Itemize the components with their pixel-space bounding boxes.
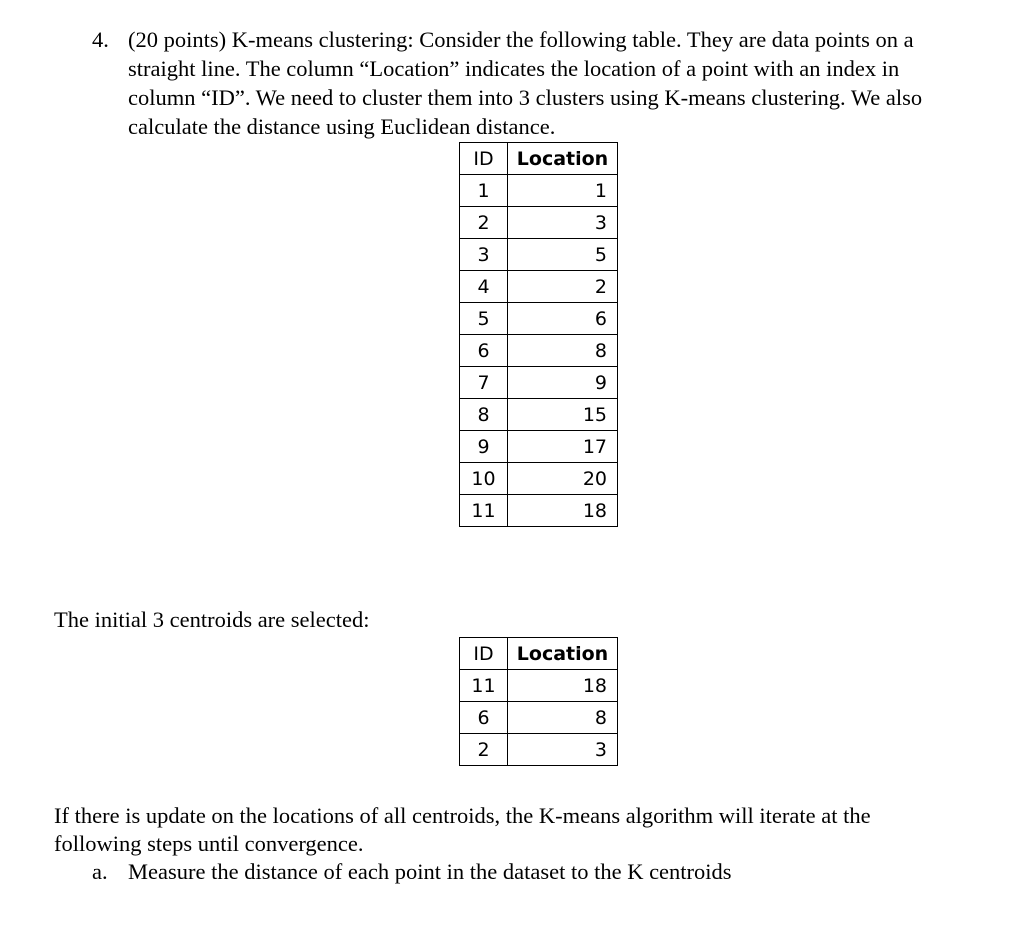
table-row bbox=[460, 367, 618, 399]
centroid-location: 8 bbox=[508, 702, 618, 734]
centroid-table bbox=[459, 637, 618, 766]
centroid-header-id: ID bbox=[460, 638, 508, 670]
point-location: 2 bbox=[508, 271, 618, 303]
point-id: 6 bbox=[460, 335, 508, 367]
table-row bbox=[460, 175, 618, 207]
point-location: 18 bbox=[508, 495, 618, 527]
point-id: 10 bbox=[460, 463, 508, 495]
point-location: 17 bbox=[508, 431, 618, 463]
point-location: 3 bbox=[508, 207, 618, 239]
point-id: 8 bbox=[460, 399, 508, 431]
question-number: 4. bbox=[92, 27, 109, 52]
point-location: 5 bbox=[508, 239, 618, 271]
point-id: 1 bbox=[460, 175, 508, 207]
point-location: 15 bbox=[508, 399, 618, 431]
point-location: 9 bbox=[508, 367, 618, 399]
step-text: Measure the distance of each point in the dataset to the K centroids bbox=[128, 859, 732, 884]
iteration-text-line-2: following steps until convergence. bbox=[54, 831, 364, 856]
table-row bbox=[460, 495, 618, 527]
centroid-id: 6 bbox=[460, 702, 508, 734]
points-table bbox=[459, 142, 618, 527]
step-marker: a. bbox=[92, 859, 108, 884]
point-id: 3 bbox=[460, 239, 508, 271]
initial-centroids-text: The initial 3 centroids are selected: bbox=[54, 607, 370, 632]
point-id: 9 bbox=[460, 431, 508, 463]
centroid-table-header bbox=[460, 638, 618, 670]
question-line-1: (20 points) K-means clustering: Consider the following table. They are data points on a bbox=[128, 27, 914, 52]
point-location: 8 bbox=[508, 335, 618, 367]
point-location: 20 bbox=[508, 463, 618, 495]
point-id: 4 bbox=[460, 271, 508, 303]
table-row bbox=[460, 702, 618, 734]
table-row bbox=[460, 207, 618, 239]
table-row bbox=[460, 335, 618, 367]
centroid-location: 3 bbox=[508, 734, 618, 766]
points-table-header bbox=[460, 143, 618, 175]
point-id: 2 bbox=[460, 207, 508, 239]
centroid-header-location: Location bbox=[508, 638, 618, 670]
iteration-text-line-1: If there is update on the locations of all centroids, the K-means algorithm will iterate at the bbox=[54, 803, 871, 828]
centroid-id: 2 bbox=[460, 734, 508, 766]
points-header-location: Location bbox=[508, 143, 618, 175]
centroid-id: 11 bbox=[460, 670, 508, 702]
table-row bbox=[460, 271, 618, 303]
question-line-4: calculate the distance using Euclidean distance. bbox=[128, 114, 556, 139]
point-id: 5 bbox=[460, 303, 508, 335]
centroid-location: 18 bbox=[508, 670, 618, 702]
point-location: 1 bbox=[508, 175, 618, 207]
table-row bbox=[460, 734, 618, 766]
point-id: 11 bbox=[460, 495, 508, 527]
table-row bbox=[460, 239, 618, 271]
table-row bbox=[460, 670, 618, 702]
table-row bbox=[460, 303, 618, 335]
table-row bbox=[460, 399, 618, 431]
question-line-2: straight line. The column “Location” indicates the location of a point with an index in bbox=[128, 56, 900, 81]
table-row bbox=[460, 463, 618, 495]
point-id: 7 bbox=[460, 367, 508, 399]
points-header-id: ID bbox=[460, 143, 508, 175]
point-location: 6 bbox=[508, 303, 618, 335]
table-row bbox=[460, 431, 618, 463]
question-line-3: column “ID”. We need to cluster them into 3 clusters using K-means clustering. We also bbox=[128, 85, 923, 110]
